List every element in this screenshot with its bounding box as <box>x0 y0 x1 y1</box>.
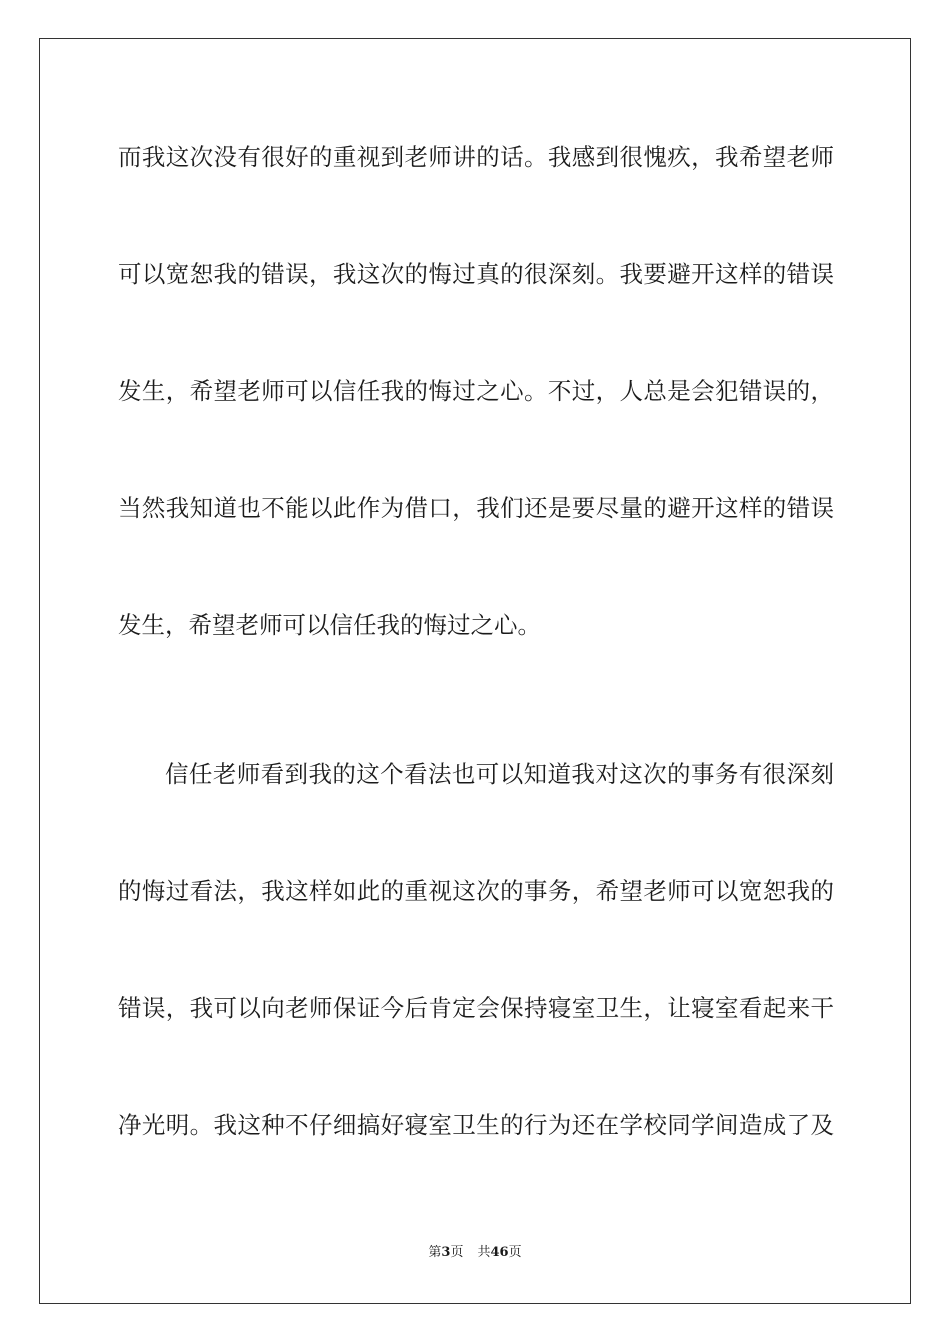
text-line-8: 错误，我可以向老师保证今后肯定会保持寝室卫生，让寝室看起来干 <box>118 994 834 1022</box>
page-footer <box>0 1244 950 1262</box>
text-line-6: 信任老师看到我的这个看法也可以知道我对这次的事务有很深刻 <box>165 760 834 788</box>
text-line-4: 当然我知道也不能以此作为借口，我们还是要尽量的避开这样的错误 <box>118 494 834 522</box>
text-line-9: 净光明。我这种不仔细搞好寝室卫生的行为还在学校同学间造成了及 <box>118 1111 834 1139</box>
page-suffix: 页 <box>450 1245 464 1260</box>
total-suffix: 页 <box>508 1245 522 1260</box>
text-line-2: 可以宽恕我的错误，我这次的悔过真的很深刻。我要避开这样的错误 <box>118 260 834 288</box>
total-pages: 46 <box>490 1245 509 1260</box>
text-line-1: 而我这次没有很好的重视到老师讲的话。我感到很愧疚，我希望老师 <box>118 143 834 171</box>
text-line-3: 发生，希望老师可以信任我的悔过之心。不过，人总是会犯错误的， <box>118 377 834 405</box>
page-prefix: 第 <box>428 1245 442 1260</box>
total-prefix: 共 <box>477 1245 491 1260</box>
text-line-7: 的悔过看法，我这样如此的重视这次的事务，希望老师可以宽恕我的 <box>118 877 834 905</box>
text-line-5: 发生，希望老师可以信任我的悔过之心。 <box>118 611 541 639</box>
page-number: 3 <box>441 1245 451 1260</box>
